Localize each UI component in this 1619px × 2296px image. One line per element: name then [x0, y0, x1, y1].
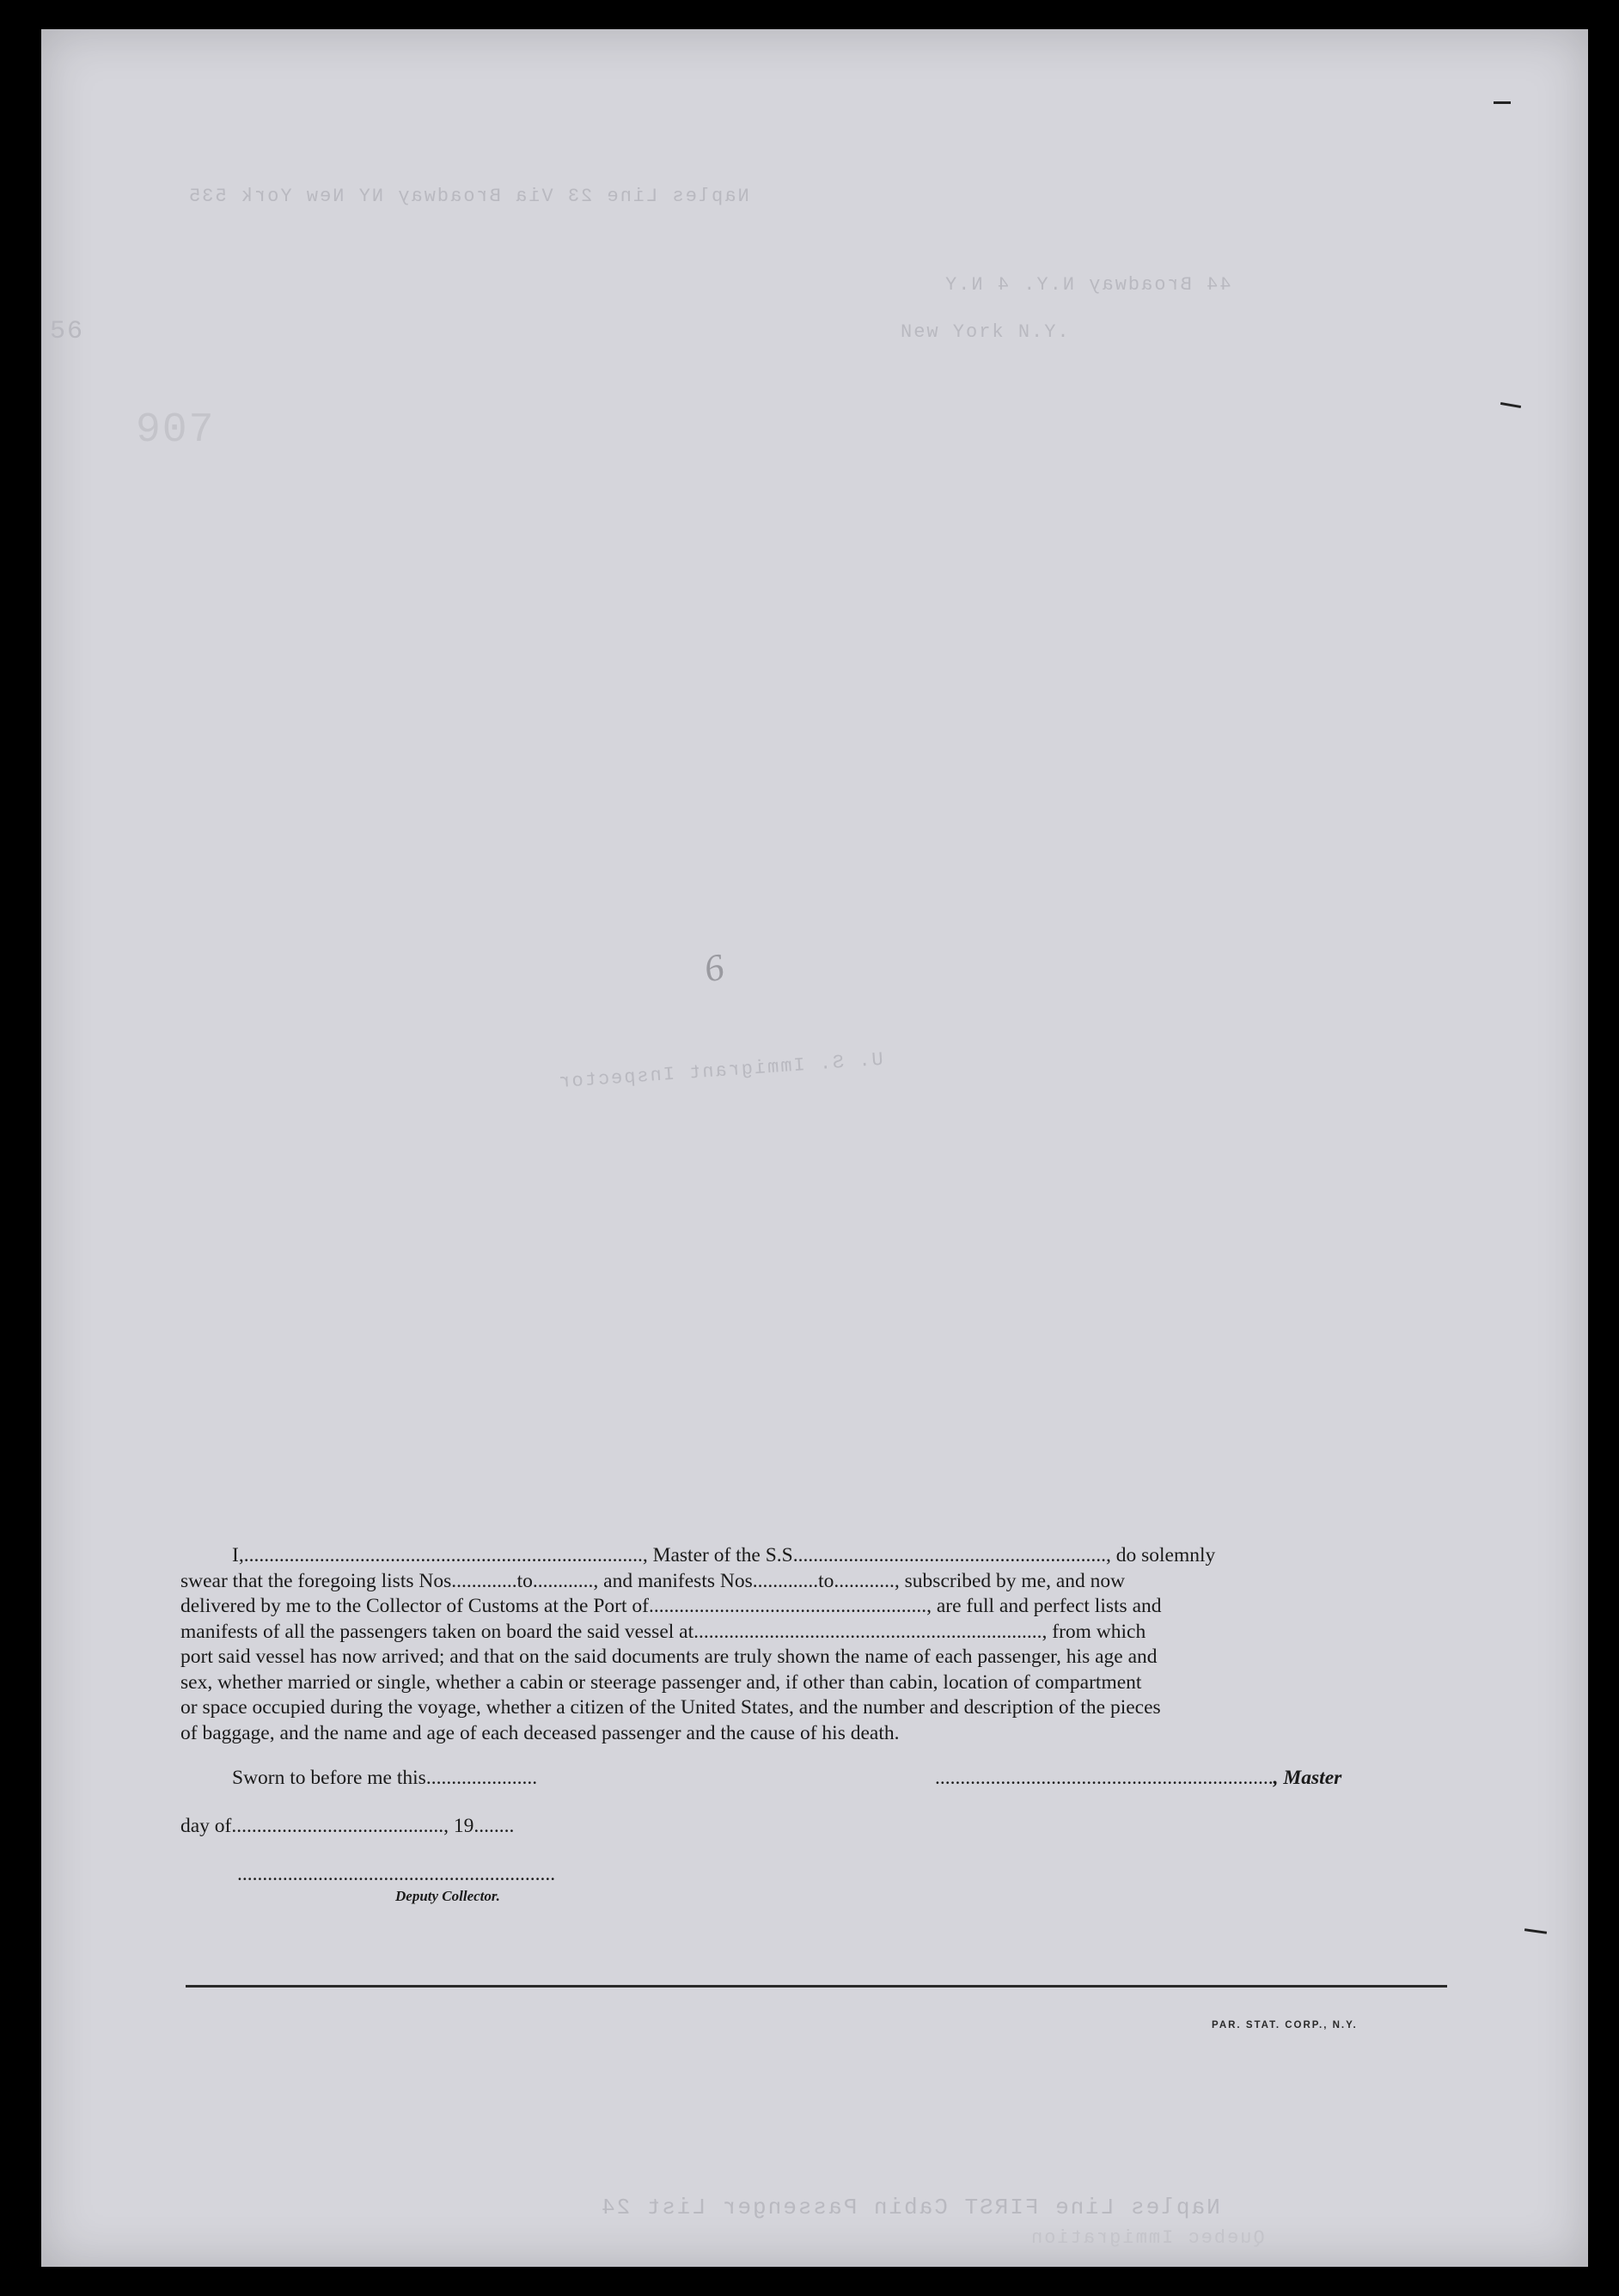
oath-line: swear that the foregoing lists Nos.............to............, and manifests Nos.............to............, subscribed by me, and now [180, 1569, 1126, 1592]
master-oath-block [180, 1543, 1459, 1746]
bleed-text-top5: 907 [136, 407, 216, 454]
bleed-text-top3: New York N.Y. [901, 321, 1071, 343]
edge-mark [1524, 1928, 1547, 1934]
oath-line: sex, whether married or single, whether a cabin or steerage passenger and, if other than cabin, location of compartment [180, 1670, 1142, 1694]
edge-mark [1494, 101, 1511, 104]
document-page [41, 29, 1588, 2267]
printer-imprint: PAR. STAT. CORP., N.Y. [1212, 2020, 1358, 2030]
master-signature-area [935, 1767, 1341, 1790]
bleed-text-top4: 56 [50, 317, 85, 346]
deputy-signature-line: ............................................................... [237, 1863, 556, 1885]
bleed-text-bottom2: Quebec Immigration [1029, 2227, 1265, 2249]
oath-line: port said vessel has now arrived; and that on the said documents are truly shown the name of each passenger, his age and [180, 1646, 1158, 1668]
pencil-mark: 6 [700, 945, 728, 991]
bleed-text-bottom1: Naples Line FIRST Cabin Passenger List 24 [600, 2195, 1220, 2220]
master-label: , Master [1273, 1767, 1342, 1789]
bleed-text-mid1: U. S. Immigrant Inspector [556, 1048, 884, 1094]
bleed-text-top2: 44 Broadway N.Y. 4 N.Y [944, 274, 1231, 296]
oath-line: delivered by me to the Collector of Customs at the Port of......................................................., are full and perfect lists and [180, 1595, 1162, 1617]
bleed-text-top1: Naples Line 23 Via Broadway NY New York 535 [187, 186, 749, 207]
oath-line: or space occupied during the voyage, whether a citizen of the United States, and the number and description of the pieces [180, 1696, 1161, 1719]
day-of-line: day of.........................................., 19........ [180, 1815, 515, 1837]
master-signature-line: ................................................................... [935, 1767, 1274, 1789]
oath-line: of baggage, and the name and age of each deceased passenger and the cause of his death. [180, 1721, 900, 1744]
oath-line: manifests of all the passengers taken on board the said vessel at....................................................................., from which [180, 1620, 1146, 1643]
deputy-collector-label: Deputy Collector. [395, 1888, 500, 1904]
oath-line: I,..............................................................................., Master of the S.S.............................................................., do solemnly [232, 1544, 1216, 1566]
sworn-line: Sworn to before me this...................... [232, 1767, 538, 1789]
edge-mark [1500, 402, 1521, 408]
divider-rule [186, 1985, 1447, 1988]
